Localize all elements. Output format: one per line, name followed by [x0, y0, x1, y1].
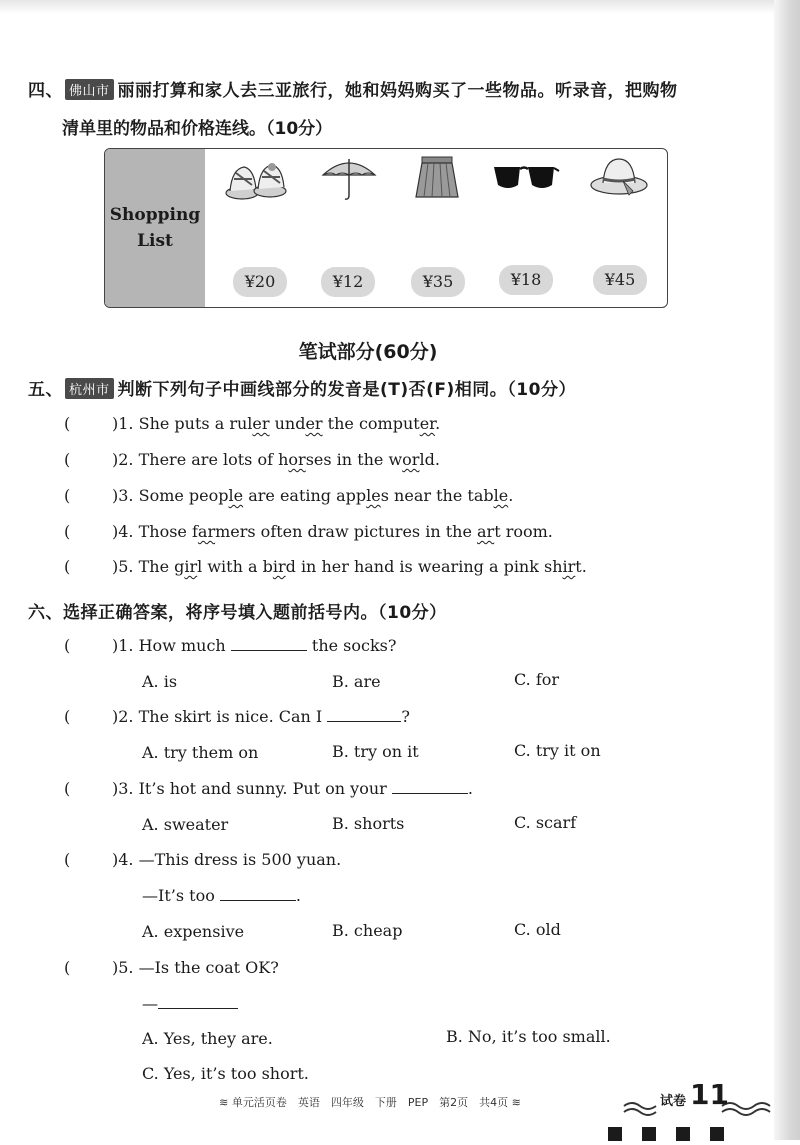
sentence-text: The g — [133, 557, 185, 576]
choice-question-5 — [64, 958, 279, 977]
choice-question-1 — [64, 636, 396, 655]
sunglasses-icon — [485, 159, 565, 199]
question-stem: The skirt is nice. Can I — [133, 707, 328, 726]
underlined-sound: or — [288, 450, 306, 469]
option-c: C. old — [514, 920, 561, 939]
option-a: A. sweater — [142, 815, 229, 834]
question-stem-end: . — [467, 779, 473, 798]
sentence-text: ld. — [419, 450, 440, 469]
underlined-sound: le — [493, 486, 509, 505]
choice-question-4 — [64, 850, 341, 869]
underlined-sound: ir — [184, 557, 198, 576]
section-6-instruction: 选择正确答案，将序号填入题前括号内。（10分） — [63, 603, 447, 623]
section-4-instruction: 丽丽打算和家人去三亚旅行，她和妈妈购买了一些物品。听录音，把购物 — [117, 81, 678, 101]
question-number: )3. — [112, 486, 134, 505]
question-5-response — [142, 994, 238, 1013]
option-c: C. for — [514, 670, 560, 689]
page-number-mark — [622, 1080, 782, 1120]
underlined-sound: er — [305, 414, 323, 433]
judge-question-4 — [64, 522, 553, 541]
answer-blank — [158, 1007, 238, 1009]
answer-paren[interactable]: ( — [64, 557, 71, 576]
sandals-icon — [217, 155, 297, 207]
response-text: — — [142, 994, 158, 1013]
binding-mark — [676, 1127, 690, 1141]
option-c: C. scarf — [514, 813, 577, 832]
sentence-text: She puts a rul — [133, 414, 253, 433]
answer-paren[interactable]: ( — [64, 958, 71, 977]
shopping-label-line2: List — [137, 231, 173, 251]
judge-question-1 — [64, 414, 440, 433]
answer-paren[interactable]: ( — [64, 522, 71, 541]
section-5-instruction: 判断下列句子中画线部分的发音是(T)否(F)相同。（10分） — [117, 380, 576, 400]
underlined-sound: le — [366, 486, 381, 505]
question-stem-end: the socks? — [306, 636, 397, 655]
answer-paren[interactable]: ( — [64, 707, 71, 726]
sun-hat-icon — [579, 155, 659, 205]
section-4-city-tag: 佛山市 — [65, 79, 114, 100]
option-a: A. Yes, they are. — [142, 1029, 273, 1048]
binding-mark — [608, 1127, 622, 1141]
question-number: )5. — [112, 557, 134, 576]
sentence-text: t. — [575, 557, 587, 576]
answer-paren[interactable]: ( — [64, 779, 71, 798]
binding-mark — [642, 1127, 656, 1141]
price-badge: ¥20 — [233, 267, 287, 297]
judge-question-2 — [64, 450, 440, 469]
option-b: B. cheap — [332, 921, 403, 940]
page-footer: ≋ 单元活页卷 英语 四年级 下册 PEP 第2页 共4页 ≋ — [219, 1096, 521, 1109]
skirt-icon — [397, 153, 477, 205]
underlined-sound: er — [252, 414, 270, 433]
price-badge: ¥35 — [411, 267, 465, 297]
option-a: A. expensive — [142, 922, 245, 941]
section-4-heading — [28, 76, 678, 101]
sentence-text: Those f — [133, 522, 198, 541]
choice-question-2 — [64, 707, 410, 726]
question-number: )2. — [112, 707, 134, 726]
question-number: )1. — [112, 636, 134, 655]
underlined-sound: or — [402, 450, 420, 469]
price-badge: ¥45 — [593, 265, 647, 295]
option-b: B. are — [332, 672, 381, 691]
option-b: B. try on it — [332, 742, 419, 761]
sentence-text: mers often draw pictures in the — [215, 522, 477, 541]
page-number: 11 — [690, 1078, 729, 1111]
written-part-title: 笔试部分(60分) — [298, 341, 438, 363]
option-b: B. shorts — [332, 814, 405, 833]
section-5-heading — [28, 375, 576, 400]
section-4-number: 四、 — [28, 81, 63, 101]
option-c: C. Yes, it’s too short. — [142, 1064, 309, 1083]
section-6-number: 六、 — [28, 603, 63, 623]
sentence-text: Some peop — [133, 486, 229, 505]
option-c: C. try it on — [514, 741, 601, 760]
section-5-number: 五、 — [28, 380, 63, 400]
bottom-binding-marks — [608, 1126, 744, 1145]
underlined-sound: ar — [197, 522, 216, 541]
question-stem: —Is the coat OK? — [133, 958, 279, 977]
price-badge: ¥12 — [321, 267, 375, 297]
answer-paren[interactable]: ( — [64, 414, 71, 433]
answer-blank — [392, 792, 468, 794]
question-stem: How much — [133, 636, 231, 655]
sentence-text: l with a b — [197, 557, 273, 576]
shopping-list-box — [104, 148, 668, 308]
option-a: A. is — [142, 672, 178, 691]
underlined-sound: ar — [477, 522, 495, 541]
scan-top-shade — [0, 0, 800, 14]
option-a: A. try them on — [142, 743, 259, 762]
sentence-text: are eating app — [243, 486, 367, 505]
sentence-text: the comput — [322, 414, 420, 433]
question-number: )4. — [112, 522, 134, 541]
underlined-sound: ir — [562, 557, 576, 576]
sentence-text: t room. — [494, 522, 553, 541]
sentence-text: . — [435, 414, 441, 433]
question-number: )3. — [112, 779, 134, 798]
judge-question-5 — [64, 557, 587, 576]
binding-mark — [710, 1127, 724, 1141]
answer-paren[interactable]: ( — [64, 486, 71, 505]
underlined-sound: er — [419, 414, 436, 433]
option-b: B. No, it’s too small. — [446, 1027, 611, 1046]
underlined-sound: le — [228, 486, 244, 505]
answer-paren[interactable]: ( — [64, 850, 71, 869]
shopping-label-line1: Shopping — [109, 205, 201, 225]
choice-question-3 — [64, 779, 473, 798]
sentence-text: und — [269, 414, 306, 433]
sentence-text: ses in the w — [305, 450, 403, 469]
underlined-sound: ir — [272, 557, 286, 576]
question-stem-end: ? — [401, 707, 410, 726]
umbrella-icon — [309, 155, 389, 207]
answer-blank — [327, 720, 401, 722]
question-stem: —This dress is 500 yuan. — [133, 850, 342, 869]
section-4-instruction-cont: 清单里的物品和价格连线。（10分） — [62, 119, 333, 139]
response-text: —It’s too — [142, 886, 220, 905]
section-5-city-tag: 杭州市 — [65, 378, 114, 399]
question-number: )1. — [112, 414, 134, 433]
judge-question-3 — [64, 486, 513, 505]
shopping-list-label — [105, 149, 205, 307]
question-stem: It’s hot and sunny. Put on your — [133, 779, 392, 798]
question-number: )2. — [112, 450, 134, 469]
scan-page-edge — [774, 0, 800, 1140]
price-badge: ¥18 — [499, 265, 553, 295]
answer-blank — [231, 649, 307, 651]
sentence-text: s near the tab — [380, 486, 494, 505]
question-number: )5. — [112, 958, 134, 977]
answer-paren[interactable]: ( — [64, 450, 71, 469]
sentence-text: There are lots of h — [133, 450, 289, 469]
sentence-text: d in her hand is wearing a pink sh — [285, 557, 563, 576]
question-4-response — [142, 886, 301, 905]
sentence-text: . — [508, 486, 514, 505]
section-6-heading — [28, 598, 447, 623]
page-label: 试卷 — [660, 1094, 687, 1109]
answer-paren[interactable]: ( — [64, 636, 71, 655]
response-end: . — [295, 886, 302, 905]
question-number: )4. — [112, 850, 134, 869]
answer-blank — [220, 899, 296, 901]
